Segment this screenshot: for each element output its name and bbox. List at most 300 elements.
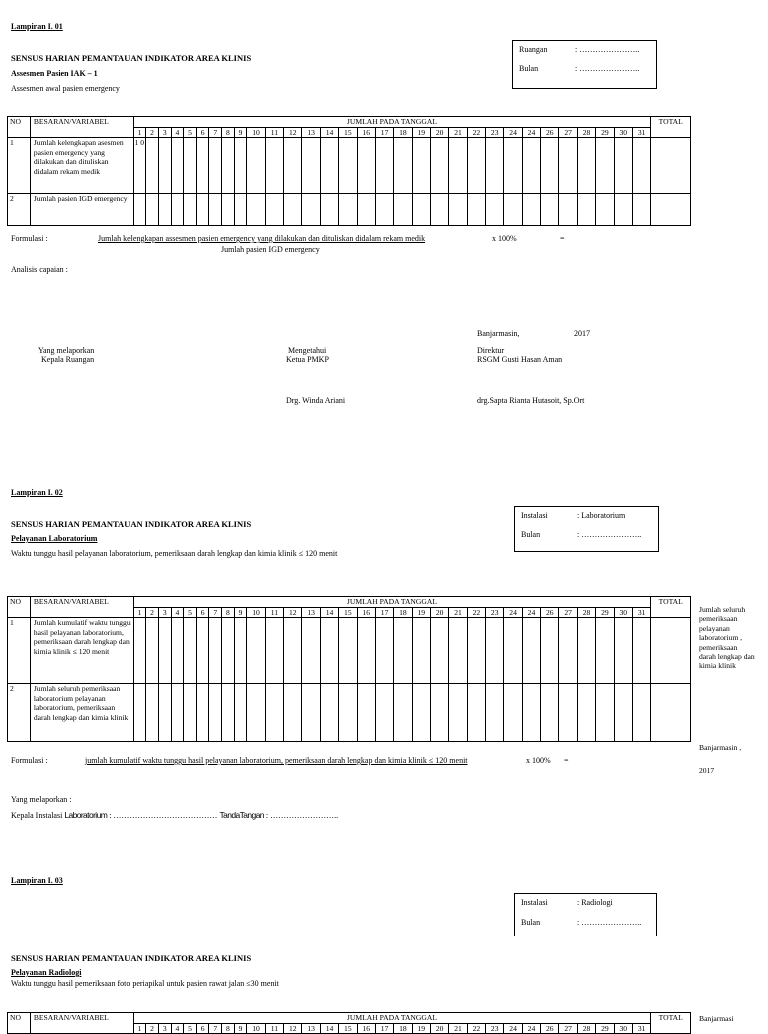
info-value: : …………………..: [575, 64, 640, 73]
day-value-cell[interactable]: [632, 618, 650, 684]
day-value-cell[interactable]: [265, 684, 283, 742]
formula-numerator: jumlah kumulatif waktu tunggu hasil pelayanan laboratorium, pemeriksaan darah lengkap dan kimia klinik ≤ 120 menit: [85, 756, 468, 765]
section-subtitle: Assesmen Pasien IAK – 1: [11, 69, 98, 78]
day-header-cell: 4: [171, 1023, 184, 1034]
header-variable: BESARAN/VARIABEL: [30, 1013, 133, 1034]
day-header-cell: 10: [247, 127, 265, 138]
day-header-cell: 21: [449, 607, 467, 618]
day-value-cell[interactable]: [632, 138, 650, 194]
day-value-cell[interactable]: [196, 684, 209, 742]
day-header-cell: 19: [412, 1023, 430, 1034]
day-header-cell: 18: [394, 607, 412, 618]
day-header-cell: 7: [209, 1023, 222, 1034]
section-title: SENSUS HARIAN PEMANTAUAN INDIKATOR AREA KLINIS: [11, 519, 252, 529]
day-header-cell: 28: [577, 127, 595, 138]
day-value-cell[interactable]: [357, 138, 375, 194]
kepala-prefix: Kepala Instalasi: [11, 811, 63, 820]
day-value-cell[interactable]: [541, 618, 559, 684]
day-header-cell: 24: [504, 1023, 522, 1034]
day-header-cell: 27: [559, 1023, 577, 1034]
day-value-cell[interactable]: [158, 684, 171, 742]
census-table-2: [7, 596, 691, 742]
day-header-cell: 7: [209, 127, 222, 138]
day-value-cell[interactable]: [559, 138, 577, 194]
day-value-cell[interactable]: [486, 138, 504, 194]
day-value-cell[interactable]: [339, 684, 357, 742]
day-header-cell: 29: [596, 1023, 614, 1034]
day-header-cell: 5: [184, 127, 197, 138]
day-value-cell[interactable]: [184, 194, 197, 226]
day-value-cell[interactable]: [158, 194, 171, 226]
day-value-cell[interactable]: [486, 618, 504, 684]
day-header-cell: 15: [339, 127, 357, 138]
day-value-cell[interactable]: [339, 138, 357, 194]
day-value-cell[interactable]: [234, 684, 247, 742]
day-value-cell[interactable]: [430, 684, 448, 742]
day-header-cell: 16: [357, 1023, 375, 1034]
day-value-cell[interactable]: [234, 194, 247, 226]
day-value-cell[interactable]: [247, 684, 265, 742]
day-value-cell[interactable]: [632, 194, 650, 226]
day-value-cell[interactable]: [467, 684, 485, 742]
total-cell[interactable]: [651, 684, 691, 742]
day-value-cell[interactable]: [265, 194, 283, 226]
day-header-cell: 7: [209, 607, 222, 618]
day-value-cell[interactable]: [209, 194, 222, 226]
day-header-cell: 21: [449, 1023, 467, 1034]
day-value-cell[interactable]: [596, 194, 614, 226]
signature-label: TandaTangan: [219, 810, 264, 820]
day-header-cell: 22: [467, 1023, 485, 1034]
day-value-cell[interactable]: [196, 138, 209, 194]
section-subtitle: Pelayanan Laboratorium: [11, 534, 98, 543]
day-header-cell: 22: [467, 607, 485, 618]
day-header-cell: 21: [449, 127, 467, 138]
info-key: Instalasi: [521, 511, 548, 520]
day-value-cell[interactable]: [146, 618, 159, 684]
day-value-cell[interactable]: [522, 194, 540, 226]
lampiran-1-label: Lampiran I. 01: [11, 22, 63, 31]
day-value-cell[interactable]: [504, 138, 522, 194]
formula-label: Formulasi :: [11, 756, 48, 765]
day-header-cell: 24: [522, 127, 540, 138]
day-value-cell[interactable]: [394, 194, 412, 226]
day-header-cell: 13: [302, 1023, 320, 1034]
header-variable: BESARAN/VARIABEL: [30, 597, 133, 618]
day-value-cell[interactable]: [375, 618, 393, 684]
header-total: TOTAL: [651, 597, 691, 618]
census-table-3: [7, 1012, 691, 1034]
day-header-cell: 22: [467, 127, 485, 138]
section-description: Waktu tunggu hasil pemeriksaan foto periapikal untuk pasien rawat jalan ≤30 menit: [11, 979, 279, 988]
day-value-cell[interactable]: [146, 194, 159, 226]
info-key: Bulan: [519, 64, 539, 73]
formula-equals: =: [560, 234, 565, 243]
day-header-cell: 9: [234, 1023, 247, 1034]
row-no: 1: [8, 618, 31, 684]
sign-year: 2017: [574, 329, 590, 338]
day-value-cell[interactable]: [541, 138, 559, 194]
day-header-cell: 14: [320, 1023, 338, 1034]
day-value-cell[interactable]: [449, 138, 467, 194]
day-header-cell: 1: [133, 1023, 146, 1034]
day-value-cell[interactable]: [222, 684, 235, 742]
day-header-cell: 5: [184, 1023, 197, 1034]
day-header-cell: 19: [412, 127, 430, 138]
day-value-cell[interactable]: [614, 138, 632, 194]
day-value-cell[interactable]: [504, 618, 522, 684]
day-value-cell[interactable]: [596, 684, 614, 742]
side-note-city: Banjarmasin ,: [699, 743, 742, 752]
day-value-cell[interactable]: [339, 194, 357, 226]
formula-label: Formulasi :: [11, 234, 48, 243]
day-header-cell: 1: [133, 607, 146, 618]
day-value-cell[interactable]: [302, 684, 320, 742]
day-value-cell[interactable]: [449, 194, 467, 226]
day-header-cell: 5: [184, 607, 197, 618]
info-key: Ruangan: [519, 45, 548, 54]
row-variable: Jumlah pasien IGD emergency: [30, 194, 133, 226]
day-header-cell: 6: [196, 607, 209, 618]
day-value-cell[interactable]: [522, 684, 540, 742]
day-value-cell[interactable]: [449, 618, 467, 684]
day-header-cell: 2: [146, 127, 159, 138]
known-line1: Mengetahui: [288, 346, 327, 355]
day-value-cell[interactable]: [614, 618, 632, 684]
kepala-instalasi-line: [11, 810, 338, 820]
day-header-cell: 24: [504, 127, 522, 138]
director-line1: Direktur: [477, 346, 505, 355]
header-no: NO: [8, 597, 31, 618]
reporter-line1: Yang melaporkan: [38, 346, 95, 355]
day-header-cell: 8: [222, 1023, 235, 1034]
row-variable: Jumlah kelengkapan asesmen pasien emergency yang dilakukan dan dituliskan didalam rekam medik: [30, 138, 133, 194]
day-value-cell[interactable]: [577, 618, 595, 684]
day-value-cell[interactable]: [184, 138, 197, 194]
day-header-cell: 9: [234, 127, 247, 138]
day-value-cell[interactable]: [559, 618, 577, 684]
kepala-dots: : …………………………………: [107, 811, 218, 820]
day-value-cell[interactable]: [247, 138, 265, 194]
signature-dots: : ……………………..: [263, 811, 339, 820]
day-value-cell[interactable]: [375, 684, 393, 742]
day-header-cell: 27: [559, 127, 577, 138]
day-value-cell[interactable]: [222, 618, 235, 684]
day-header-cell: 27: [559, 607, 577, 618]
section-description: Assesmen awal pasien emergency: [11, 84, 120, 93]
formula-multiplier: x 100%: [526, 756, 551, 765]
day-value-cell[interactable]: [171, 684, 184, 742]
day-value-cell[interactable]: [339, 618, 357, 684]
day-value-cell[interactable]: [196, 618, 209, 684]
signer-pmkp: Drg. Winda Ariani: [286, 396, 346, 405]
info-value: : …………………..: [575, 45, 640, 54]
info-box-2: [514, 506, 659, 552]
day-header-cell: 3: [158, 127, 171, 138]
day-value-cell[interactable]: [284, 194, 302, 226]
day-header-cell: 24: [522, 1023, 540, 1034]
day-value-cell[interactable]: [171, 618, 184, 684]
info-box-1: [512, 40, 657, 89]
day-header-cell: 31: [632, 607, 650, 618]
header-no: NO: [8, 117, 31, 138]
day-header-cell: 6: [196, 1023, 209, 1034]
day-header-cell: 6: [196, 127, 209, 138]
day-value-cell[interactable]: [320, 684, 338, 742]
census-table-1: [7, 116, 691, 226]
side-note-year: 2017: [699, 766, 715, 775]
day-value-cell[interactable]: [158, 618, 171, 684]
section-title: SENSUS HARIAN PEMANTAUAN INDIKATOR AREA KLINIS: [11, 53, 252, 63]
day-header-cell: 19: [412, 607, 430, 618]
side-note-text: Jumlah seluruh pemeriksaan pelayanan laboratorium , pemeriksaan darah lengkap dan kimia klinik: [699, 605, 755, 671]
known-line2: Ketua PMKP: [286, 355, 329, 364]
day-header-cell: 23: [486, 607, 504, 618]
day-header-cell: 17: [375, 1023, 393, 1034]
day-header-cell: 23: [486, 1023, 504, 1034]
formula-multiplier: x 100%: [492, 234, 517, 243]
info-key: Bulan: [521, 530, 541, 539]
day-value-cell[interactable]: [596, 618, 614, 684]
day-header-cell: 18: [394, 127, 412, 138]
day-value-cell[interactable]: [394, 618, 412, 684]
day-value-cell[interactable]: [632, 684, 650, 742]
day-value-cell[interactable]: [522, 138, 540, 194]
day-value-cell[interactable]: 1 0: [133, 138, 146, 194]
day-header-cell: 12: [284, 607, 302, 618]
day-value-cell[interactable]: [284, 684, 302, 742]
day-header-cell: 4: [171, 127, 184, 138]
day-value-cell[interactable]: [133, 684, 146, 742]
row-variable: Jumlah seluruh pemeriksaan laboratorium pelayanan laboratorium, pemeriksaan darah lengkap dan kimia klinik: [30, 684, 133, 742]
day-value-cell[interactable]: [467, 618, 485, 684]
day-header-cell: 10: [247, 607, 265, 618]
day-header-cell: 30: [614, 1023, 632, 1034]
day-header-cell: 30: [614, 607, 632, 618]
day-value-cell[interactable]: [284, 618, 302, 684]
reporter-line2: Kepala Ruangan: [41, 355, 95, 364]
day-value-cell[interactable]: [222, 194, 235, 226]
day-header-cell: 12: [284, 127, 302, 138]
day-value-cell[interactable]: [158, 138, 171, 194]
info-value: : Radiologi: [577, 898, 613, 907]
day-header-cell: 2: [146, 607, 159, 618]
day-value-cell[interactable]: [412, 618, 430, 684]
day-header-cell: 26: [541, 127, 559, 138]
day-value-cell[interactable]: [209, 684, 222, 742]
day-header-cell: 17: [375, 127, 393, 138]
info-box-3: [514, 893, 657, 936]
day-header-cell: 17: [375, 607, 393, 618]
day-value-cell[interactable]: [394, 684, 412, 742]
day-header-cell: 31: [632, 127, 650, 138]
day-header-cell: 31: [632, 1023, 650, 1034]
day-value-cell[interactable]: [222, 138, 235, 194]
day-header-cell: 28: [577, 607, 595, 618]
formula-equals: =: [564, 756, 569, 765]
day-header-cell: 8: [222, 607, 235, 618]
section-subtitle: Pelayanan Radiologi: [11, 968, 82, 977]
day-value-cell[interactable]: [234, 618, 247, 684]
day-header-cell: 4: [171, 607, 184, 618]
row-no: 2: [8, 684, 31, 742]
day-value-cell[interactable]: [302, 618, 320, 684]
day-value-cell[interactable]: [184, 684, 197, 742]
day-header-cell: 11: [265, 127, 283, 138]
day-value-cell[interactable]: [133, 618, 146, 684]
section-description: Waktu tunggu hasil pelayanan laboratorium, pemeriksaan darah lengkap dan kimia klinik ≤ 120 menit: [11, 549, 338, 558]
day-value-cell[interactable]: [375, 194, 393, 226]
day-header-cell: 15: [339, 1023, 357, 1034]
day-header-cell: 30: [614, 127, 632, 138]
day-header-cell: 3: [158, 1023, 171, 1034]
day-value-cell[interactable]: [577, 138, 595, 194]
day-value-cell[interactable]: [541, 194, 559, 226]
side-note-city: Banjarmasi: [699, 1014, 734, 1023]
day-value-cell[interactable]: [146, 138, 159, 194]
day-value-cell[interactable]: [133, 194, 146, 226]
day-value-cell[interactable]: [449, 684, 467, 742]
day-value-cell[interactable]: [265, 618, 283, 684]
day-value-cell[interactable]: [430, 138, 448, 194]
day-header-cell: 20: [430, 1023, 448, 1034]
day-value-cell[interactable]: [184, 618, 197, 684]
info-value: : …………………..: [577, 530, 642, 539]
day-header-cell: 3: [158, 607, 171, 618]
day-value-cell[interactable]: [357, 618, 375, 684]
reporter-label: Yang melaporkan :: [11, 795, 72, 804]
day-header-cell: 10: [247, 1023, 265, 1034]
day-value-cell[interactable]: [467, 194, 485, 226]
day-value-cell[interactable]: [430, 194, 448, 226]
info-value: : …………………..: [577, 918, 642, 927]
lampiran-3-label: Lampiran I. 03: [11, 876, 63, 885]
day-header-cell: 2: [146, 1023, 159, 1034]
day-value-cell[interactable]: [394, 138, 412, 194]
day-value-cell[interactable]: [467, 138, 485, 194]
analysis-label: Analisis capaian :: [11, 265, 68, 274]
day-header-cell: 11: [265, 1023, 283, 1034]
header-dates: JUMLAH PADA TANGGAL: [133, 117, 651, 128]
day-header-cell: 13: [302, 607, 320, 618]
row-no: 2: [8, 194, 31, 226]
day-value-cell[interactable]: [596, 138, 614, 194]
day-header-cell: 13: [302, 127, 320, 138]
day-value-cell[interactable]: [412, 684, 430, 742]
day-value-cell[interactable]: [320, 618, 338, 684]
formula-numerator: Jumlah kelengkapan assesmen pasien emergency yang dilakukan dan dituliskan didalam rekam medik: [98, 234, 426, 243]
day-value-cell[interactable]: [196, 194, 209, 226]
day-value-cell[interactable]: [357, 684, 375, 742]
day-value-cell[interactable]: [412, 138, 430, 194]
day-value-cell[interactable]: [504, 684, 522, 742]
day-value-cell[interactable]: [559, 194, 577, 226]
day-header-cell: 8: [222, 127, 235, 138]
signer-director: drg.Sapta Rianta Hutasoit, Sp.Ort: [477, 396, 585, 405]
day-header-cell: 9: [234, 607, 247, 618]
day-value-cell[interactable]: [577, 194, 595, 226]
day-header-cell: 20: [430, 127, 448, 138]
day-header-cell: 1: [133, 127, 146, 138]
day-header-cell: 26: [541, 1023, 559, 1034]
day-value-cell[interactable]: [265, 138, 283, 194]
day-header-cell: 16: [357, 607, 375, 618]
day-value-cell[interactable]: [357, 194, 375, 226]
day-header-cell: 24: [522, 607, 540, 618]
lampiran-2-label: Lampiran I. 02: [11, 488, 63, 497]
day-header-cell: 12: [284, 1023, 302, 1034]
info-key: Bulan: [521, 918, 541, 927]
day-value-cell[interactable]: [375, 138, 393, 194]
day-header-cell: 18: [394, 1023, 412, 1034]
day-header-cell: 23: [486, 127, 504, 138]
info-key: Instalasi: [521, 898, 548, 907]
day-header-cell: 24: [504, 607, 522, 618]
day-value-cell[interactable]: [284, 138, 302, 194]
day-header-cell: 15: [339, 607, 357, 618]
section-title: SENSUS HARIAN PEMANTAUAN INDIKATOR AREA KLINIS: [11, 953, 252, 963]
day-value-cell[interactable]: [559, 684, 577, 742]
day-value-cell[interactable]: [209, 618, 222, 684]
header-total: TOTAL: [651, 117, 691, 138]
day-value-cell[interactable]: [320, 138, 338, 194]
day-value-cell[interactable]: [412, 194, 430, 226]
day-value-cell[interactable]: [486, 684, 504, 742]
day-value-cell[interactable]: [146, 684, 159, 742]
day-header-cell: 20: [430, 607, 448, 618]
day-value-cell[interactable]: [234, 138, 247, 194]
day-value-cell[interactable]: [171, 138, 184, 194]
day-value-cell[interactable]: [247, 618, 265, 684]
day-value-cell[interactable]: [209, 138, 222, 194]
day-value-cell[interactable]: [302, 138, 320, 194]
day-header-cell: 11: [265, 607, 283, 618]
day-header-cell: 16: [357, 127, 375, 138]
info-value: : Laboratorium: [577, 511, 626, 520]
day-header-cell: 14: [320, 607, 338, 618]
total-cell[interactable]: [651, 618, 691, 684]
header-total: TOTAL: [651, 1013, 691, 1034]
day-value-cell[interactable]: [171, 194, 184, 226]
total-cell[interactable]: [651, 194, 691, 226]
header-variable: BESARAN/VARIABEL: [30, 117, 133, 138]
sign-city: Banjarmasin,: [477, 329, 520, 338]
day-value-cell[interactable]: [247, 194, 265, 226]
formula-denominator: Jumlah pasien IGD emergency: [221, 245, 320, 254]
director-line2: RSGM Gusti Hasan Aman: [477, 355, 563, 364]
day-header-cell: 14: [320, 127, 338, 138]
day-value-cell[interactable]: [614, 684, 632, 742]
header-no: NO: [8, 1013, 31, 1034]
day-value-cell[interactable]: [541, 684, 559, 742]
day-value-cell[interactable]: [302, 194, 320, 226]
row-no: 1: [8, 138, 31, 194]
day-value-cell[interactable]: [504, 194, 522, 226]
header-dates: JUMLAH PADA TANGGAL: [133, 597, 651, 608]
day-header-cell: 28: [577, 1023, 595, 1034]
day-value-cell[interactable]: [486, 194, 504, 226]
kepala-instalasi-name: Laboratorium: [64, 810, 108, 820]
day-value-cell[interactable]: [577, 684, 595, 742]
day-value-cell[interactable]: [320, 194, 338, 226]
day-value-cell[interactable]: [430, 618, 448, 684]
day-header-cell: 29: [596, 607, 614, 618]
total-cell[interactable]: [651, 138, 691, 194]
day-value-cell[interactable]: [522, 618, 540, 684]
day-value-cell[interactable]: [614, 194, 632, 226]
header-dates: JUMLAH PADA TANGGAL: [133, 1013, 651, 1024]
row-variable: Jumlah kumulatif waktu tunggu hasil pelayanan laboratorium, pemeriksaan darah lengkap dan kimia klinik ≤ 120 menit: [30, 618, 133, 684]
